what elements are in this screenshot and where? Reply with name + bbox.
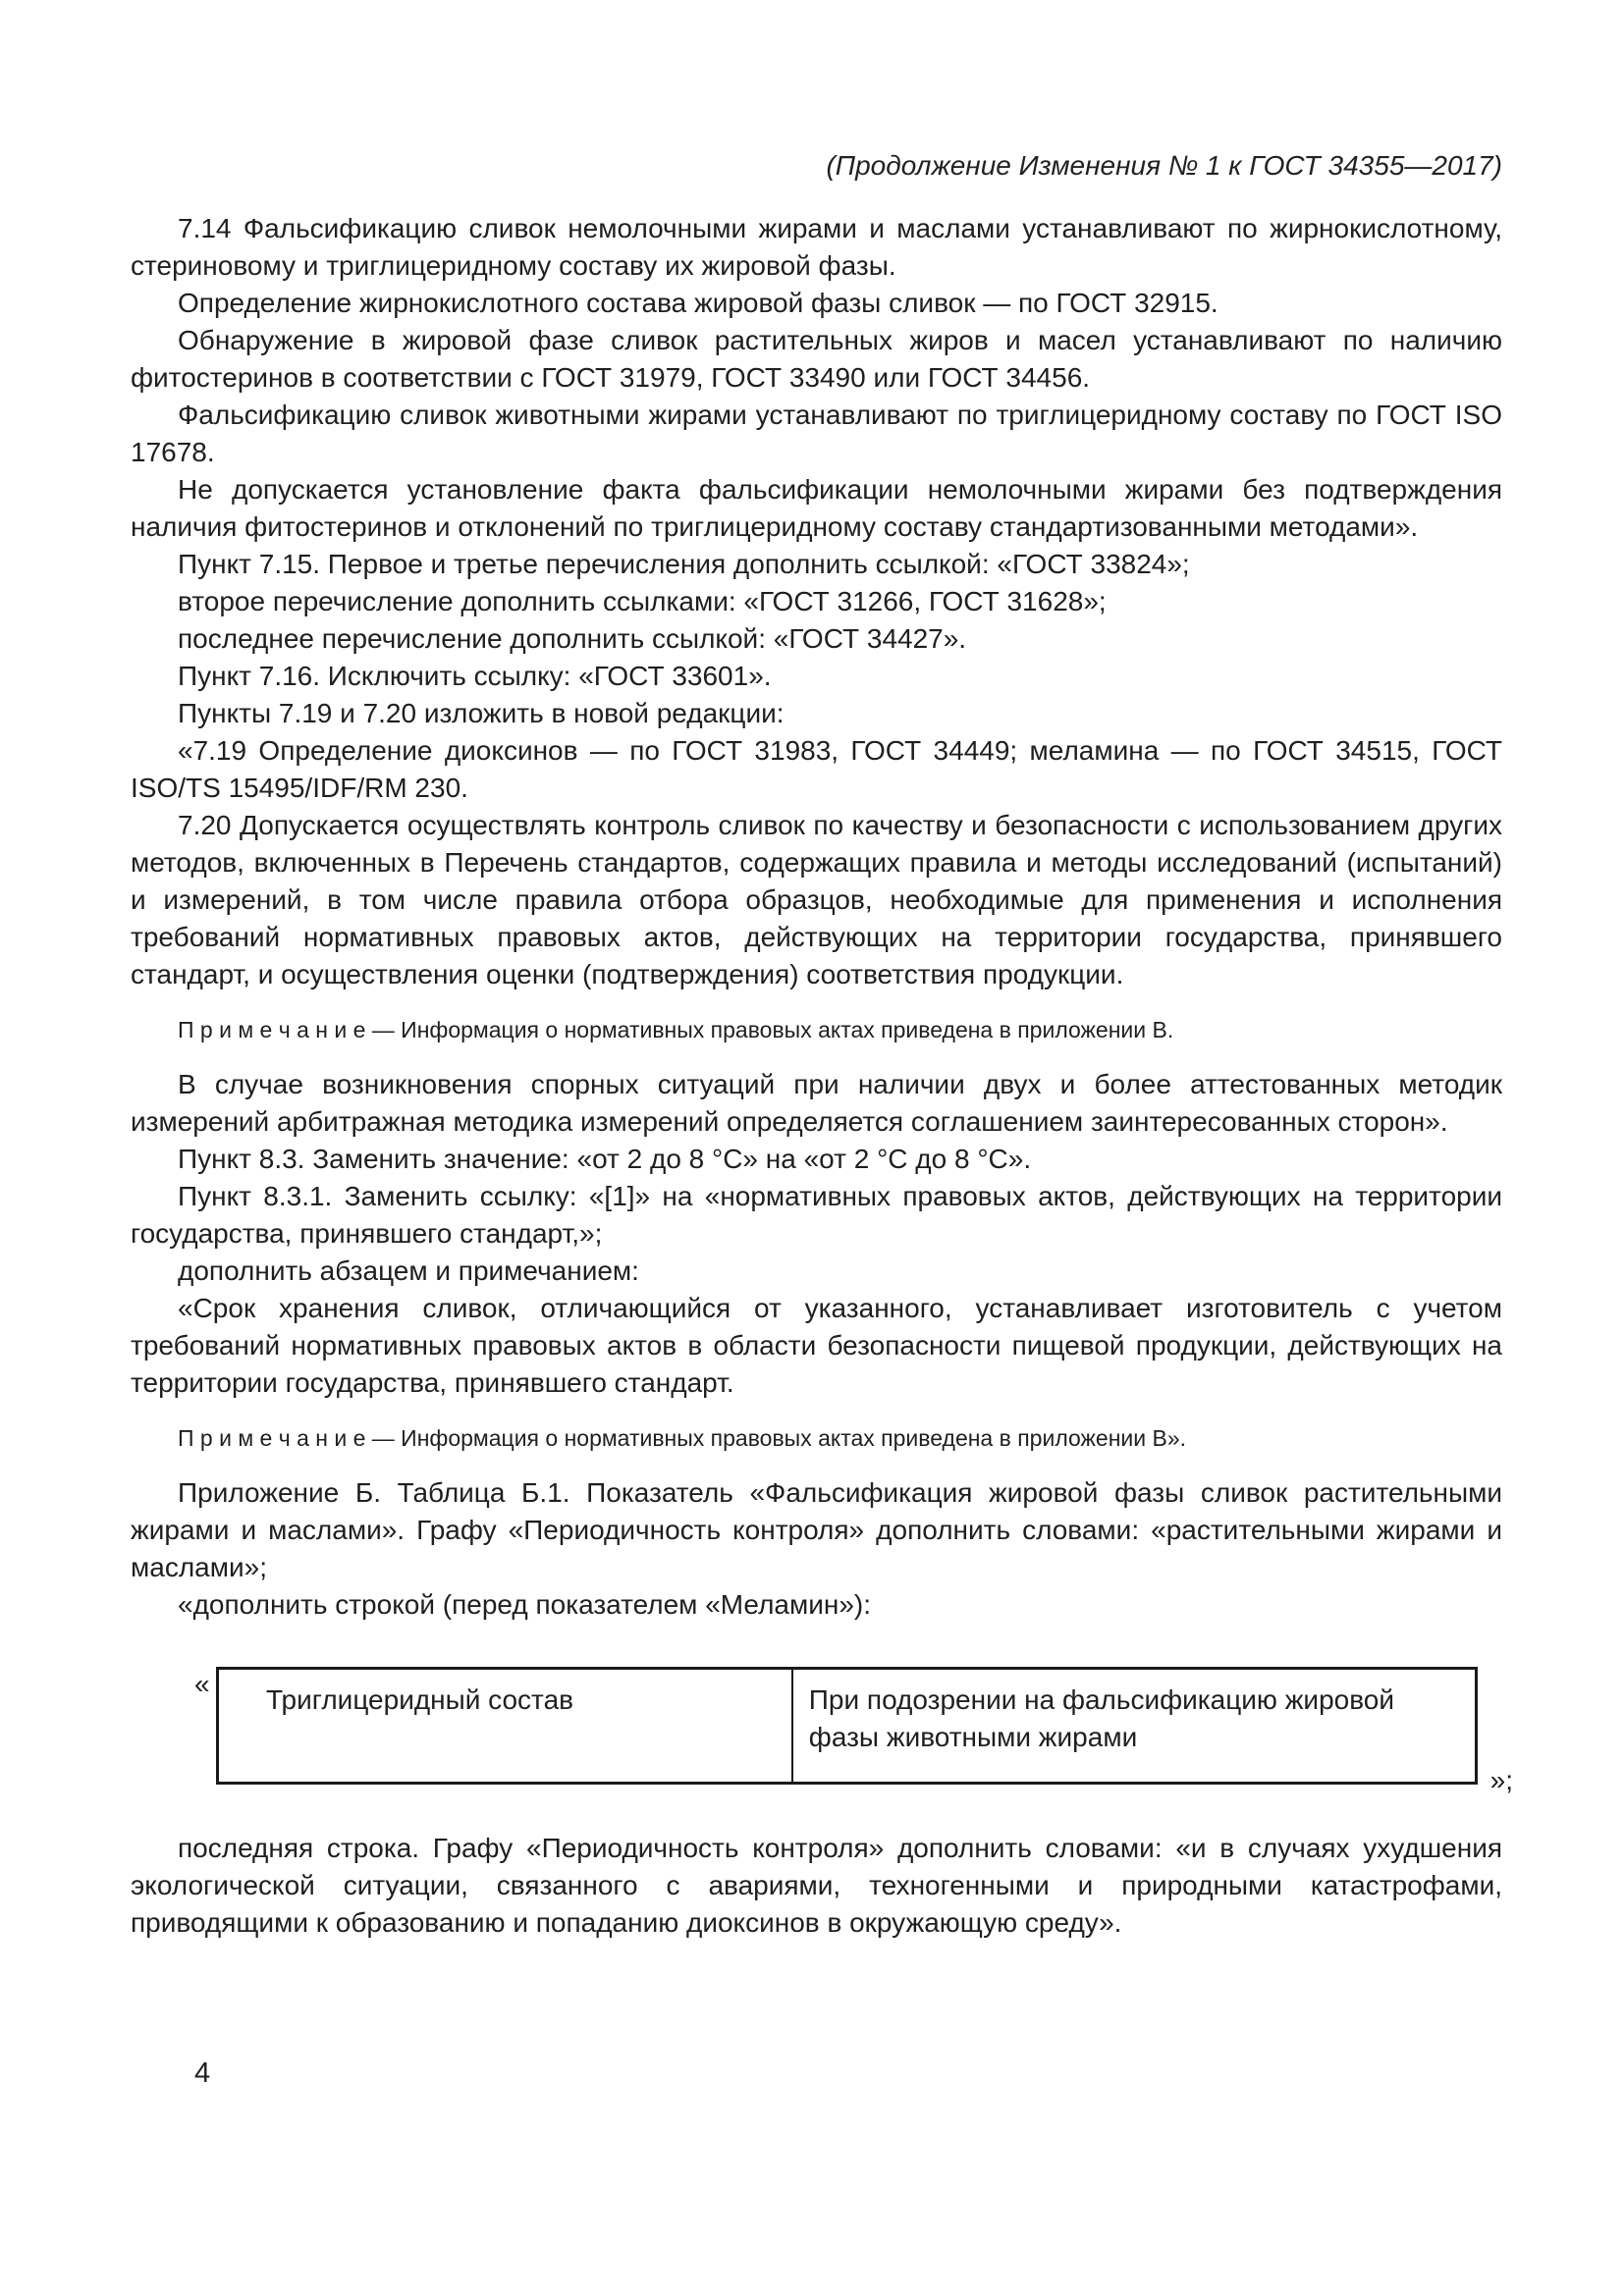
body-paragraph: Пункт 7.16. Исключить ссылку: «ГОСТ 33601». xyxy=(178,661,772,691)
body-paragraph: «дополнить строкой (перед показателем «Меламин»): xyxy=(178,1589,872,1620)
document-content xyxy=(131,210,1513,1942)
body-paragraph: Фальсификацию сливок животными жирами устанавливают по триглицеридному составу по ГОСТ ISO 17678. xyxy=(131,400,1502,467)
table-open-quote: « xyxy=(194,1669,210,1699)
table-row xyxy=(218,1669,1477,1784)
body-paragraph: «7.19 Определение диоксинов — по ГОСТ 31983, ГОСТ 34449; меламина — по ГОСТ 34515, ГОСТ ISO/TS 15495/IDF/RM 230. xyxy=(131,735,1502,803)
note-paragraph: П р и м е ч а н и е — Информация о нормативных правовых актах приведена в приложении В. xyxy=(178,1017,1174,1042)
table-close-quote: »; xyxy=(1489,1765,1513,1795)
body-paragraph: последняя строка. Графу «Периодичность контроля» дополнить словами: «и в случаях ухудшения экологической ситуации, связанного с авариями, техногенными и природными катастрофами, приводящими к образованию и попаданию диоксинов в окружающую среду». xyxy=(131,1833,1502,1938)
body-paragraph: В случае возникновения спорных ситуаций при наличии двух и более аттестованных методик измерений арбитражная методика измерений определяется соглашением заинтересованных сторон». xyxy=(131,1069,1502,1137)
page-number: 4 xyxy=(194,2057,211,2089)
body-paragraph: последнее перечисление дополнить ссылкой: «ГОСТ 34427». xyxy=(178,623,967,654)
table-cell-frequency: При подозрении на фальсификацию жировой фазы животными жирами xyxy=(792,1669,1477,1784)
body-paragraph: Обнаружение в жировой фазе сливок растительных жиров и масел устанавливают по наличию фитостеринов в соответствии с ГОСТ 31979, ГОСТ 33490 или ГОСТ 34456. xyxy=(131,325,1502,393)
body-paragraph: дополнить абзацем и примечанием: xyxy=(178,1255,639,1286)
continuation-header: (Продолжение Изменения № 1 к ГОСТ 34355—2017) xyxy=(826,150,1502,181)
body-paragraph: Определение жирнокислотного состава жировой фазы сливок — по ГОСТ 32915. xyxy=(178,288,1218,318)
body-paragraph: Пункт 7.15. Первое и третье перечисления дополнить ссылкой: «ГОСТ 33824»; xyxy=(178,549,1190,579)
body-paragraph: «Срок хранения сливок, отличающийся от указанного, устанавливает изготовитель с учетом требований нормативных правовых актов в области безопасности пищевой продукции, действующих на территории государства, принявшего стандарт. xyxy=(131,1293,1502,1398)
amendment-table xyxy=(216,1667,1478,1785)
body-paragraph: Пункты 7.19 и 7.20 изложить в новой редакции: xyxy=(178,698,785,728)
table-cell-indicator: Триглицеридный состав xyxy=(218,1669,792,1784)
body-paragraph: Приложение Б. Таблица Б.1. Показатель «Фальсификация жировой фазы сливок растительными жирами и маслами». Графу «Периодичность контроля» дополнить словами: «растительными жирами и маслами»; xyxy=(131,1477,1502,1582)
body-paragraph: 7.20 Допускается осуществлять контроль сливок по качеству и безопасности с использованием других методов, включенных в Перечень стандартов, содержащих правила и методы исследований (испытаний) и измерений, в том числе правила отбора образцов, необходимые для применения и исполнения требований нормативных правовых актов, действующих на территории государства, принявшего стандарт, и осуществления оценки (подтверждения) соответствия продукции. xyxy=(131,810,1502,989)
body-paragraph: Не допускается установление факта фальсификации немолочными жирами без подтверждения наличия фитостеринов и отклонений по триглицеридному составу стандартизованными методами». xyxy=(131,474,1502,542)
body-paragraph: Пункт 8.3.1. Заменить ссылку: «[1]» на «нормативных правовых актов, действующих на территории государства, принявшего стандарт,»; xyxy=(131,1181,1502,1249)
body-paragraph: Пункт 8.3. Заменить значение: «от 2 до 8 °С» на «от 2 °С до 8 °С». xyxy=(178,1144,1032,1174)
note-paragraph: П р и м е ч а н и е — Информация о нормативных правовых актах приведена в приложении В». xyxy=(178,1425,1187,1451)
body-paragraph: второе перечисление дополнить ссылками: «ГОСТ 31266, ГОСТ 31628»; xyxy=(178,586,1107,616)
amendment-table-block xyxy=(194,1667,1513,1795)
body-paragraph: 7.14 Фальсификацию сливок немолочными жирами и маслами устанавливают по жирнокислотному, стериновому и триглицеридному составу их жировой фазы. xyxy=(131,213,1502,281)
